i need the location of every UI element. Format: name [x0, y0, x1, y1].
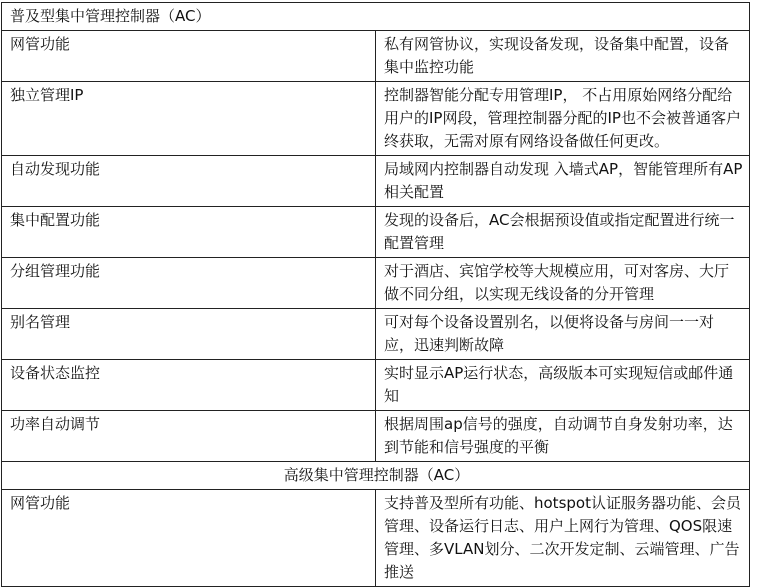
table-row: [2, 156, 750, 207]
row-value: 支持普及型所有功能、hotspot认证服务器功能、会员管理、设备运行日志、用户上网行为管理、QOS限速管理、多VLAN划分、二次开发定制、云端管理、广告推送: [376, 490, 750, 587]
table-row: [2, 207, 750, 258]
table-row: [2, 360, 750, 411]
row-value: 根据周围ap信号的强度，自动调节自身发射功率，达到节能和信号强度的平衡: [376, 411, 750, 462]
section-header-row: [2, 3, 750, 31]
row-label: 设备状态监控: [2, 360, 376, 411]
row-value: 控制器智能分配专用管理IP， 不占用原始网络分配给用户的IP网段，管理控制器分配的IP也不会被普通客户终获取，无需对原有网络设备做任何更改。: [376, 82, 750, 156]
table-row: [2, 490, 750, 587]
row-label: 独立管理IP: [2, 82, 376, 156]
row-value: 发现的设备后，AC会根据预设值或指定配置进行统一配置管理: [376, 207, 750, 258]
row-label: 功率自动调节: [2, 411, 376, 462]
row-label: 网管功能: [2, 31, 376, 82]
section-title: 普及型集中管理控制器（AC）: [2, 3, 750, 31]
section-header-row: [2, 462, 750, 490]
ac-spec-table: [1, 2, 750, 587]
row-label: 网管功能: [2, 490, 376, 587]
row-value: 实时显示AP运行状态，高级版本可实现短信或邮件通知: [376, 360, 750, 411]
row-label: 自动发现功能: [2, 156, 376, 207]
table-row: [2, 31, 750, 82]
row-value: 可对每个设备设置别名，以便将设备与房间一一对应，迅速判断故障: [376, 309, 750, 360]
row-value: 局域网内控制器自动发现 入墙式AP，智能管理所有AP相关配置: [376, 156, 750, 207]
section-title: 高级集中管理控制器（AC）: [2, 462, 750, 490]
table-row: [2, 258, 750, 309]
table-row: [2, 309, 750, 360]
row-label: 集中配置功能: [2, 207, 376, 258]
row-label: 别名管理: [2, 309, 376, 360]
row-value: 对于酒店、宾馆学校等大规模应用，可对客房、大厅做不同分组，以实现无线设备的分开管理: [376, 258, 750, 309]
table-row: [2, 82, 750, 156]
row-value: 私有网管协议，实现设备发现，设备集中配置，设备集中监控功能: [376, 31, 750, 82]
row-label: 分组管理功能: [2, 258, 376, 309]
table-row: [2, 411, 750, 462]
